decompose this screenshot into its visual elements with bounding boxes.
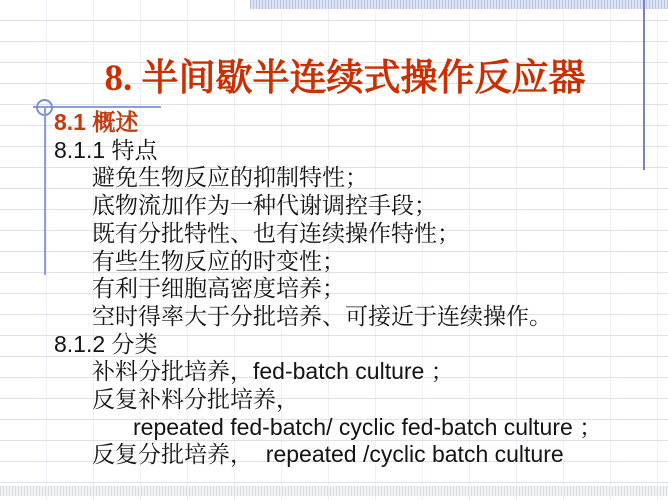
text-line: 反复补料分批培养，: [92, 386, 299, 413]
text-line: 8.1.1 特点: [54, 136, 158, 163]
text-line: 底物流加作为一种代谢调控手段；: [92, 192, 437, 219]
text-line: 8.1 概述: [54, 109, 139, 135]
text-line: repeated fed-batch/ cyclic fed-batch culture ；: [133, 413, 603, 440]
text-line: 8.1.2 分类: [54, 330, 158, 357]
slide-body: [0, 109, 668, 469]
text-line: 有利于细胞高密度培养；: [92, 275, 345, 302]
text-line: 既有分批特性、也有连续操作特性；: [92, 219, 460, 246]
slide-title: 8. 半间歇半连续式操作反应器: [104, 58, 586, 99]
text-line: 补料分批培养，fed-batch culture ；: [92, 358, 454, 385]
top-texture-bar: [250, 0, 668, 9]
text-line: 空时得率大于分批培养、可接近于连续操作。: [92, 302, 552, 329]
text-line: 有些生物反应的时变性；: [92, 247, 345, 274]
text-line: 避免生物反应的抑制特性；: [92, 164, 368, 191]
bottom-texture-bar: [0, 486, 668, 496]
text-line: 反复分批培养， repeated /cyclic batch culture: [92, 441, 564, 468]
